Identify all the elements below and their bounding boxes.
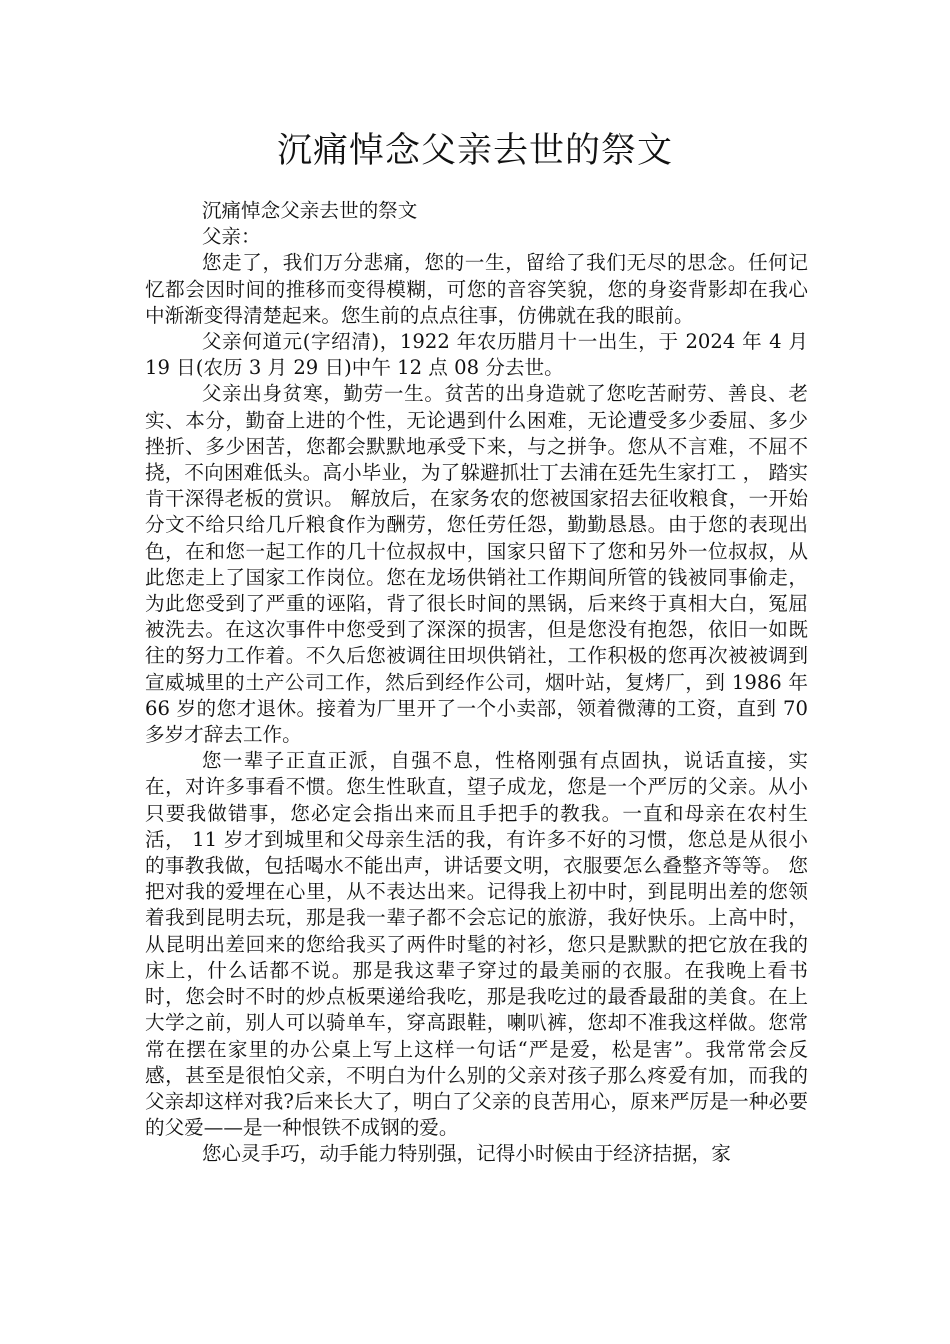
body-paragraph: 父亲出身贫寒，勤劳一生。贫苦的出身造就了您吃苦耐劳、善良、老实、本分，勤奋上进的个性，无论遇到什么困难，无论遭受多少委屈、多少挫折、多少困苦，您都会默默地承受下来，与之拼争。您从不言难，不屈不挠，不向困难低头。高小毕业，为了躲避抓壮丁去浦在廷先生家打工 ， 踏实肯干深得老板的赏识。 解放后，在家务农的您被国家招去征收粮食，一开始分文不给只给几斤粮食作为酬劳，您任劳任怨，勤勤恳恳。由于您的表现出色，在和您一起工作的几十位叔叔中，国家只留下了您和另外一位叔叔，从此您走上了国家工作岗位。您在龙场供销社工作期间所管的钱被同事偷走，为此您受到了严重的诬陷，背了很长时间的黑锅，后来终于真相大白，冤屈被洗去。在这次事件中您受到了深深的损害，但是您没有抱怨，依旧一如既往的努力工作着。不久后您被调往田坝供销社，工作积极的您再次被被调到宣威城里的土产公司工作，然后到经作公司，烟叶站，复烤厂，到 1986 年 66 岁的您才退休。接着为厂里开了一个小卖部，领着微薄的工资，直到 70 多岁才辞去工作。 bbox=[145, 382, 808, 747]
subtitle-paragraph: 沉痛悼念父亲去世的祭文 bbox=[201, 199, 418, 222]
body-paragraph: 您心灵手巧，动手能力特别强，记得小时候由于经济拮据，家 bbox=[201, 1142, 731, 1166]
salutation-paragraph: 父亲： bbox=[201, 225, 261, 249]
body-paragraph: 您走了，我们万分悲痛，您的一生，留给了我们无尽的思念。任何记忆都会因时间的推移而变得模糊，可您的音容笑貌，您的身姿背影却在我心中渐渐变得清楚起来。您生前的点点往事，仿佛就在我的眼前。 bbox=[145, 251, 808, 327]
body-paragraph: 父亲何道元(字绍清)，1922 年农历腊月十一出生，于 2024 年 4 月 19 日(农历 3 月 29 日)中午 12 点 08 分去世。 bbox=[145, 330, 808, 380]
document-body bbox=[145, 198, 808, 1168]
document-title: 沉痛悼念父亲去世的祭文 bbox=[276, 131, 673, 171]
body-paragraph: 您一辈子正直正派，自强不息，性格刚强有点固执，说话直接，实在，对许多事看不惯。您生性耿直，望子成龙，您是一个严厉的父亲。从小只要我做错事，您必定会指出来而且手把手的教我。一直和母亲在农村生活， 11 岁才到城里和父母亲生活的我，有许多不好的习惯，您总是从很小的事教我做，包括喝水不能出声，讲话要文明，衣服要怎么叠整齐等等。 您把对我的爱埋在心里，从不表达出来。记得我上初中时，到昆明出差的您领着我到昆明去玩，那是我一辈子都不会忘记的旅游，我好快乐。上高中时，从昆明出差回来的您给我买了两件时髦的衬衫，您只是默默的把它放在我的床上，什么话都不说。那是我这辈子穿过的最美丽的衣服。在我晚上看书时，您会时不时的炒点板栗递给我吃，那是我吃过的最香最甜的美食。在上大学之前，别人可以骑单车，穿高跟鞋，喇叭裤，您却不准我这样做。您常常在摆在家里的办公桌上写上这样一句话“严是爱，松是害”。我常常会反感，甚至是很怕父亲，不明白为什么别的父亲对孩子那么疼爱有加，而我的父亲却这样对我?后来长大了，明白了父亲的良苦用心，原来严厉是一种必要的父爱——是一种恨铁不成钢的爱。 bbox=[145, 749, 808, 1140]
